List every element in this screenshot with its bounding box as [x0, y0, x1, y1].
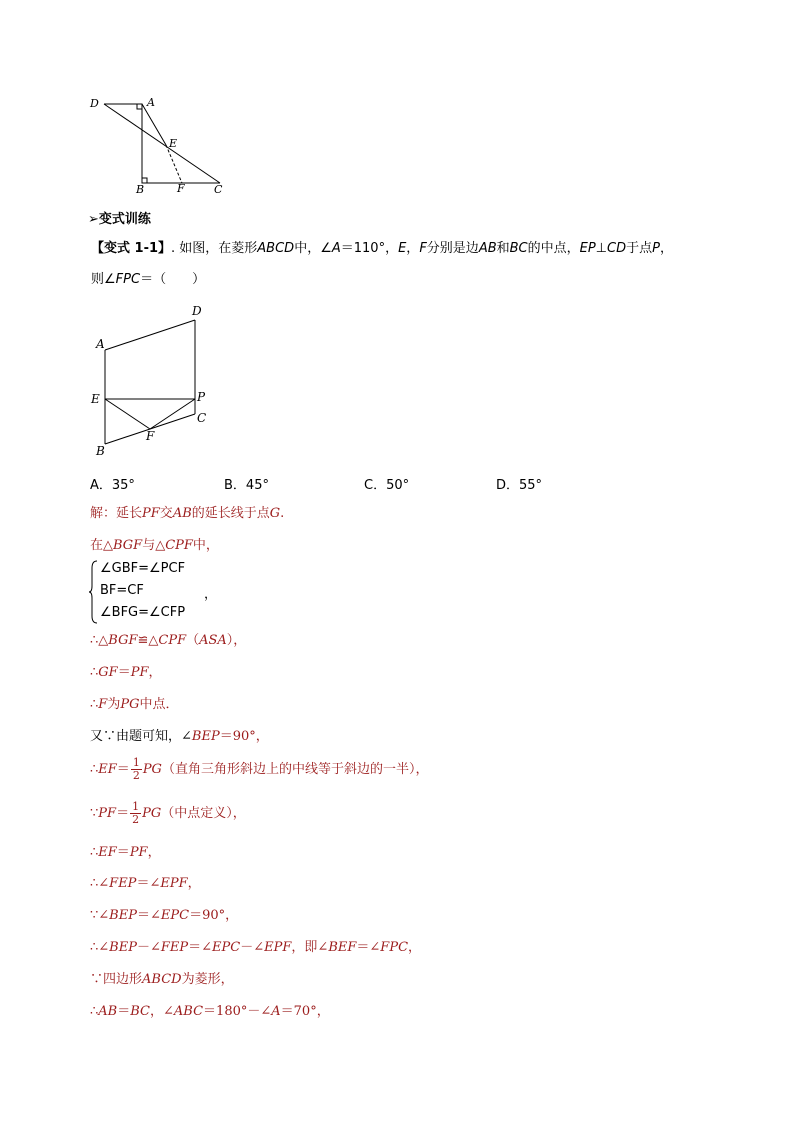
segment-ef [105, 399, 150, 429]
solution-line-4: ∴GF＝PF， [90, 665, 162, 680]
fig1-label-b: B [136, 183, 145, 196]
fig2-label-c: C [197, 411, 207, 425]
figure-2-diagram [90, 302, 220, 462]
choice-b: B．45° [224, 478, 269, 493]
solution-line-14: ∴AB＝BC，∠ABC＝180°－∠A＝70°， [90, 1004, 330, 1019]
system-line-1: ∠GBF=∠PCF [100, 561, 186, 576]
segment-fp [150, 399, 195, 429]
side-ad [105, 320, 195, 350]
choice-a: A．35° [90, 478, 135, 493]
solution-line-12: ∴∠BEP－∠FEP＝∠EPC－∠EPF，即∠BEF＝∠FPC， [90, 940, 422, 955]
arrow-bullet-icon: ➢ [88, 212, 99, 227]
fig2-label-a: A [96, 337, 105, 351]
solution-line-6: 又∵由题可知，∠BEP＝90°， [90, 729, 269, 744]
solution-line-8: ∵PF＝ $\frac{1}{2}$ PG（中点定义）， [90, 800, 246, 826]
fig2-label-e: E [91, 392, 100, 406]
segment-ae [142, 104, 166, 145]
solution-line-2: 在△BGF与△CPF中， [90, 538, 219, 553]
fig2-label-b: B [96, 444, 105, 458]
fraction-one-half: $\frac{1}{2}$ [132, 800, 140, 826]
fig1-label-d: D [90, 97, 99, 110]
solution-line-10: ∴∠FEP＝∠EPF， [90, 876, 201, 891]
right-angle-a [137, 104, 142, 109]
brace-icon [88, 560, 98, 624]
solution-line-13: ∵四边形ABCD为菱形， [90, 972, 234, 987]
problem-line-2: 则∠FPC＝（ ） [91, 272, 206, 287]
system-comma: ， [204, 587, 218, 602]
solution-line-1: 解：延长PF交AB的延长线于点G. [90, 506, 285, 521]
solution-line-9: ∴EF＝PF， [90, 845, 161, 860]
figure-1-diagram [80, 96, 250, 198]
solution-line-3: ∴△BGF≌△CPF（ASA）， [90, 633, 247, 648]
fig2-label-d: D [192, 304, 202, 318]
fig2-label-p: P [197, 390, 206, 404]
section-title: ➢变式训练 [88, 212, 151, 227]
solution-line-11: ∵∠BEP＝∠EPC＝90°， [90, 908, 239, 923]
fraction-one-half: $\frac{1}{2}$ [132, 756, 140, 782]
segment-ef-dashed [166, 145, 182, 183]
fig1-label-c: C [214, 183, 223, 196]
problem-line-1: 【变式 1-1】. 如图，在菱形ABCD中，∠A＝110°，E，F分别是边AB和BC的中点，EP⊥CD于点P， [91, 241, 674, 256]
solution-line-7: ∴EF＝ $\frac{1}{2}$ PG（直角三角形斜边上的中线等于斜边的一半）， [90, 756, 429, 782]
choice-c: C．50° [364, 478, 410, 493]
fig1-label-f: F [177, 182, 185, 195]
system-line-3: ∠BFG=∠CFP [100, 605, 186, 620]
fig2-label-f: F [146, 429, 155, 443]
segment-dc [104, 104, 220, 183]
fig1-label-a: A [147, 96, 155, 109]
choice-d: D．55° [496, 478, 543, 493]
solution-line-5: ∴F为PG中点． [90, 697, 179, 712]
fig1-label-e: E [169, 137, 178, 150]
system-line-2: BF=CF [100, 583, 144, 598]
